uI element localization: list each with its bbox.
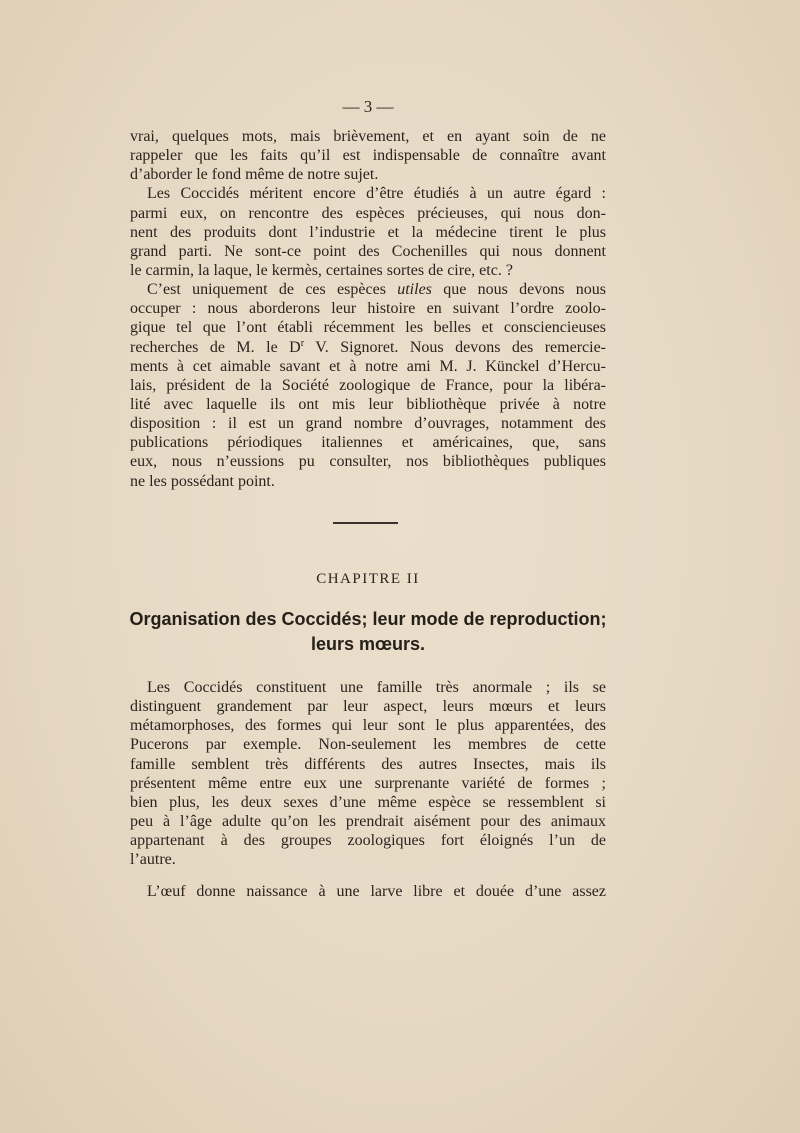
text-line: bien plus, les deux sexes d’une même espèce se ressemblent si: [130, 793, 606, 811]
text-segment: que nous devons nous: [443, 281, 607, 299]
text-line: famille semblent très différents des autres Insectes, mais ils: [130, 755, 606, 773]
page-number: — 3 —: [342, 97, 394, 116]
text-line: [147, 280, 606, 299]
text-line: publications périodiques italiennes et américaines, que, sans: [130, 434, 606, 452]
text-line: peu à l’âge adulte qu’on les prendrait aisément pour des animaux: [130, 812, 606, 830]
text-line: métamorphoses, des formes qui leur sont le plus apparentées, des: [130, 717, 606, 735]
text-line: lais, président de la Société zoologique de France, pour la libéra-: [130, 376, 606, 394]
text-line: vrai, quelques mots, mais brièvement, et en ayant soin de ne: [130, 128, 606, 145]
text-line: gique tel que l’ont établi récemment les belles et consciencieuses: [130, 319, 606, 337]
text-segment: recherches de M. le D: [130, 338, 301, 356]
chapter-title: [126, 607, 610, 657]
text-line: parmi eux, on rencontre des espèces précieuses, qui nous don-: [130, 204, 606, 222]
text-line: disposition : il est un grand nombre d’ouvrages, notamment des: [130, 415, 606, 433]
superscript: r: [300, 337, 305, 349]
paragraph: [130, 678, 606, 869]
text-line: rappeler que les faits qu’il est indispensable de connaître avant: [130, 147, 606, 165]
section-divider: [333, 522, 398, 524]
text-segment: C’est uniquement de ces espèces: [147, 281, 386, 299]
chapter-text-continued: [130, 882, 606, 901]
intro-text: [130, 127, 606, 491]
text-line: Les Coccidés constituent une famille très anormale ; ils se: [147, 679, 606, 696]
text-line: présentent même entre eux une surprenante variété de formes ;: [130, 774, 606, 792]
text-line: lité avec laquelle ils ont mis leur bibliothèque privée à notre: [130, 395, 606, 413]
text-line: nent des produits dont l’industrie et la médecine tirent le plus: [130, 223, 606, 241]
text-line: appartenant à des groupes zoologiques fort éloignés l’un de: [130, 832, 606, 850]
text-line: grand parti. Ne sont-ce point des Cochenilles qui nous donnent: [130, 242, 606, 260]
text-line: le carmin, la laque, le kermès, certaines sortes de cire, etc. ?: [130, 261, 513, 279]
paragraph: [130, 882, 606, 901]
chapter-title-line: leurs mœurs.: [310, 634, 426, 654]
text-line: Pucerons par exemple. Non-seulement les membres de cette: [130, 736, 606, 754]
paragraph: [130, 127, 606, 184]
text-line: ne les possédant point.: [130, 472, 275, 490]
text-line: ments à cet aimable savant et à notre ami M. J. Künckel d’Hercu-: [130, 357, 606, 375]
text-line: l’autre.: [130, 851, 176, 869]
italic-word: utiles: [397, 281, 432, 299]
chapter-text: [130, 678, 606, 869]
chapter-label: CHAPITRE II: [316, 571, 420, 587]
paragraph: [130, 280, 606, 491]
text-line: occuper : nous aborderons leur histoire en suivant l’ordre zoolo-: [130, 300, 606, 318]
text-line: Les Coccidés méritent encore d’être étudiés à un autre égard :: [147, 185, 606, 203]
text-line: eux, nous n’eussions pu consulter, nos bibliothèques publiques: [130, 453, 606, 471]
text-line: L’œuf donne naissance à une larve libre et douée d’une assez: [147, 883, 606, 900]
text-line: d’aborder le fond même de notre sujet.: [130, 166, 379, 184]
chapter-title-line: Organisation des Coccidés; leur mode de reproduction;: [129, 609, 607, 629]
paragraph: [130, 184, 606, 280]
text-line: distinguent grandement par leur aspect, leurs mœurs et leurs: [130, 698, 606, 716]
text-line: [130, 338, 606, 357]
text-segment: V. Signoret. Nous devons des remercie-: [315, 338, 607, 356]
